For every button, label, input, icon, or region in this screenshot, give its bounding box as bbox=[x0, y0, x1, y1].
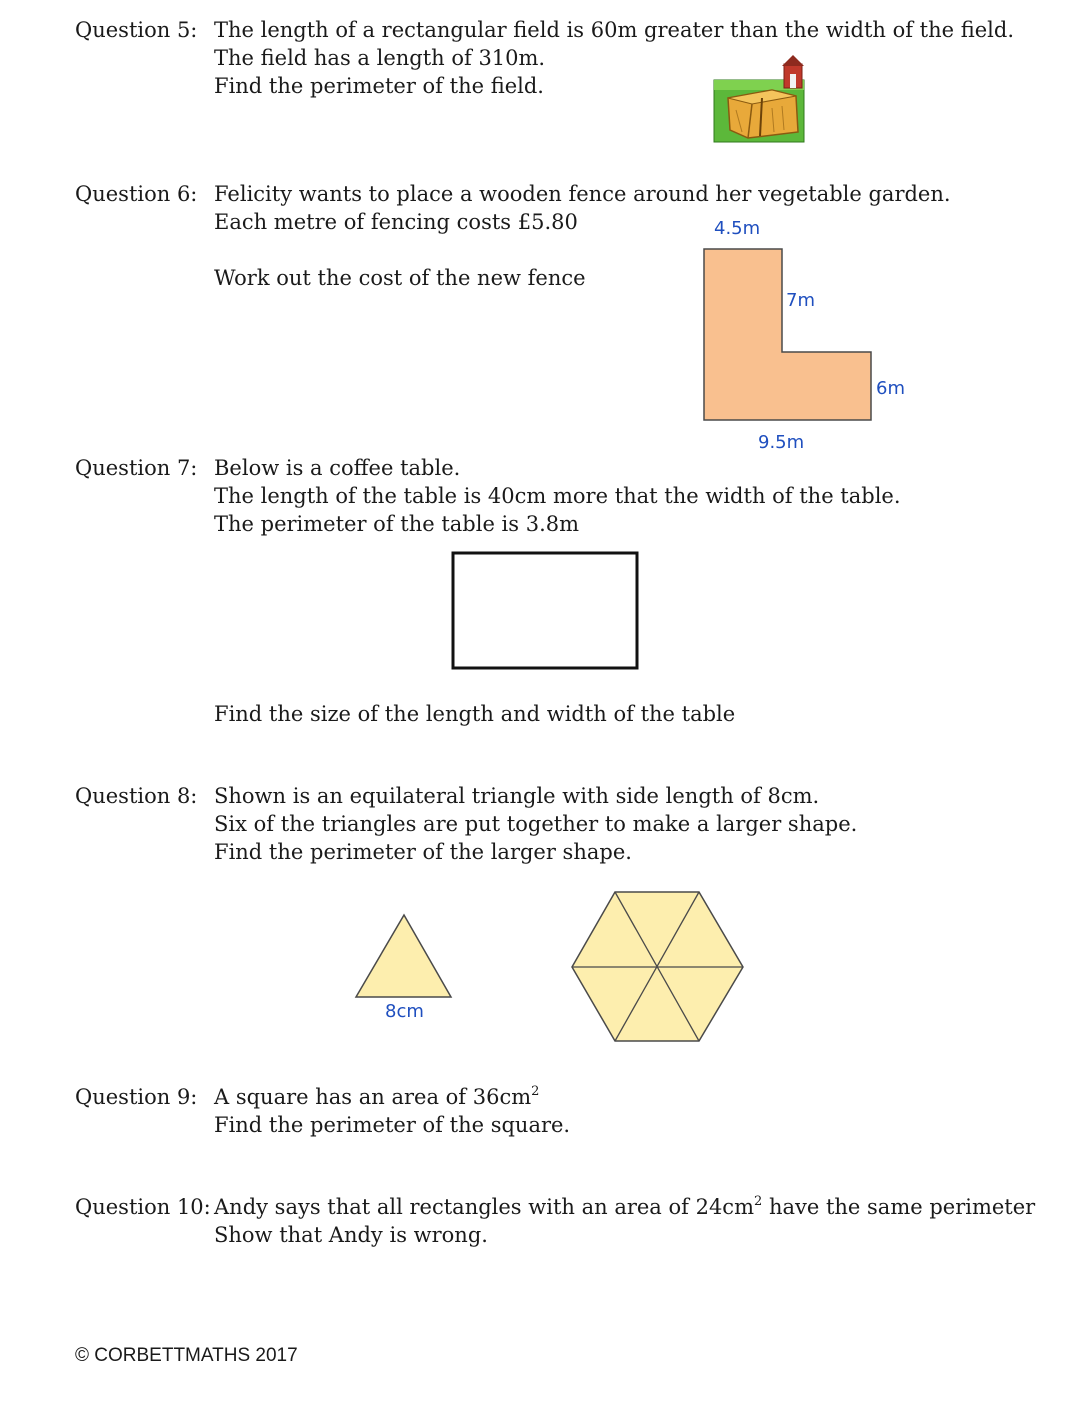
question-8-text bbox=[214, 782, 857, 866]
question-10-text-a: Andy says that all rectangles with an area of 24cm bbox=[214, 1195, 754, 1219]
coffee-table-rectangle bbox=[450, 550, 642, 672]
question-5-line: Find the perimeter of the field. bbox=[214, 74, 544, 98]
question-9-superscript: 2 bbox=[531, 1084, 540, 1099]
question-10-label: Question 10: bbox=[75, 1195, 211, 1219]
question-6-line: Felicity wants to place a wooden fence around her vegetable garden. bbox=[214, 182, 951, 206]
question-8-label: Question 8: bbox=[75, 784, 198, 808]
question-9-area-text: A square has an area of 36cm bbox=[214, 1085, 532, 1109]
question-10-line bbox=[214, 1193, 1035, 1221]
question-6-line: Each metre of fencing costs £5.80 bbox=[214, 210, 578, 234]
question-10-text-b: have the same perimeter bbox=[762, 1195, 1036, 1219]
dimension-bottom: 9.5m bbox=[758, 432, 805, 453]
question-7-text bbox=[214, 454, 901, 538]
question-9-line: Find the perimeter of the square. bbox=[214, 1113, 571, 1137]
question-10-superscript: 2 bbox=[753, 1194, 763, 1209]
hexagon-diagram bbox=[566, 886, 750, 1046]
question-5-line: The field has a length of 310m. bbox=[214, 46, 546, 70]
question-9-label: Question 9: bbox=[75, 1085, 198, 1109]
question-7-followup-line: Find the size of the length and width of the table bbox=[214, 702, 736, 726]
equilateral-triangle-diagram bbox=[350, 910, 460, 1025]
dimension-inner-vertical: 7m bbox=[786, 290, 815, 311]
question-9-line bbox=[214, 1083, 570, 1111]
question-6-label: Question 6: bbox=[75, 182, 198, 206]
question-8-line: Six of the triangles are put together to make a larger shape. bbox=[214, 812, 858, 836]
question-8-line: Shown is an equilateral triangle with side length of 8cm. bbox=[214, 784, 820, 808]
question-9-text bbox=[214, 1083, 570, 1139]
question-7-line: The length of the table is 40cm more that the width of the table. bbox=[214, 484, 901, 508]
equilateral-triangle bbox=[356, 915, 451, 997]
question-7-label: Question 7: bbox=[75, 456, 198, 480]
question-5-line: The length of a rectangular field is 60m greater than the width of the field. bbox=[214, 18, 1015, 42]
l-shape bbox=[704, 249, 871, 420]
hay-bale-field-icon bbox=[712, 52, 806, 144]
question-10-line: Show that Andy is wrong. bbox=[214, 1223, 488, 1247]
question-8-line: Find the perimeter of the larger shape. bbox=[214, 840, 632, 864]
question-7-line: The perimeter of the table is 3.8m bbox=[214, 512, 580, 536]
question-10-text bbox=[214, 1193, 1035, 1249]
triangle-side-label: 8cm bbox=[385, 1001, 424, 1022]
question-7-line: Below is a coffee table. bbox=[214, 456, 461, 480]
dimension-top: 4.5m bbox=[714, 218, 761, 239]
dimension-right: 6m bbox=[876, 378, 905, 399]
l-shape-garden-diagram bbox=[690, 210, 930, 460]
question-6-line: Work out the cost of the new fence bbox=[214, 266, 586, 290]
question-5-text bbox=[214, 16, 1014, 100]
question-5-label: Question 5: bbox=[75, 18, 198, 42]
copyright-footer: © CORBETTMATHS 2017 bbox=[75, 1345, 298, 1366]
